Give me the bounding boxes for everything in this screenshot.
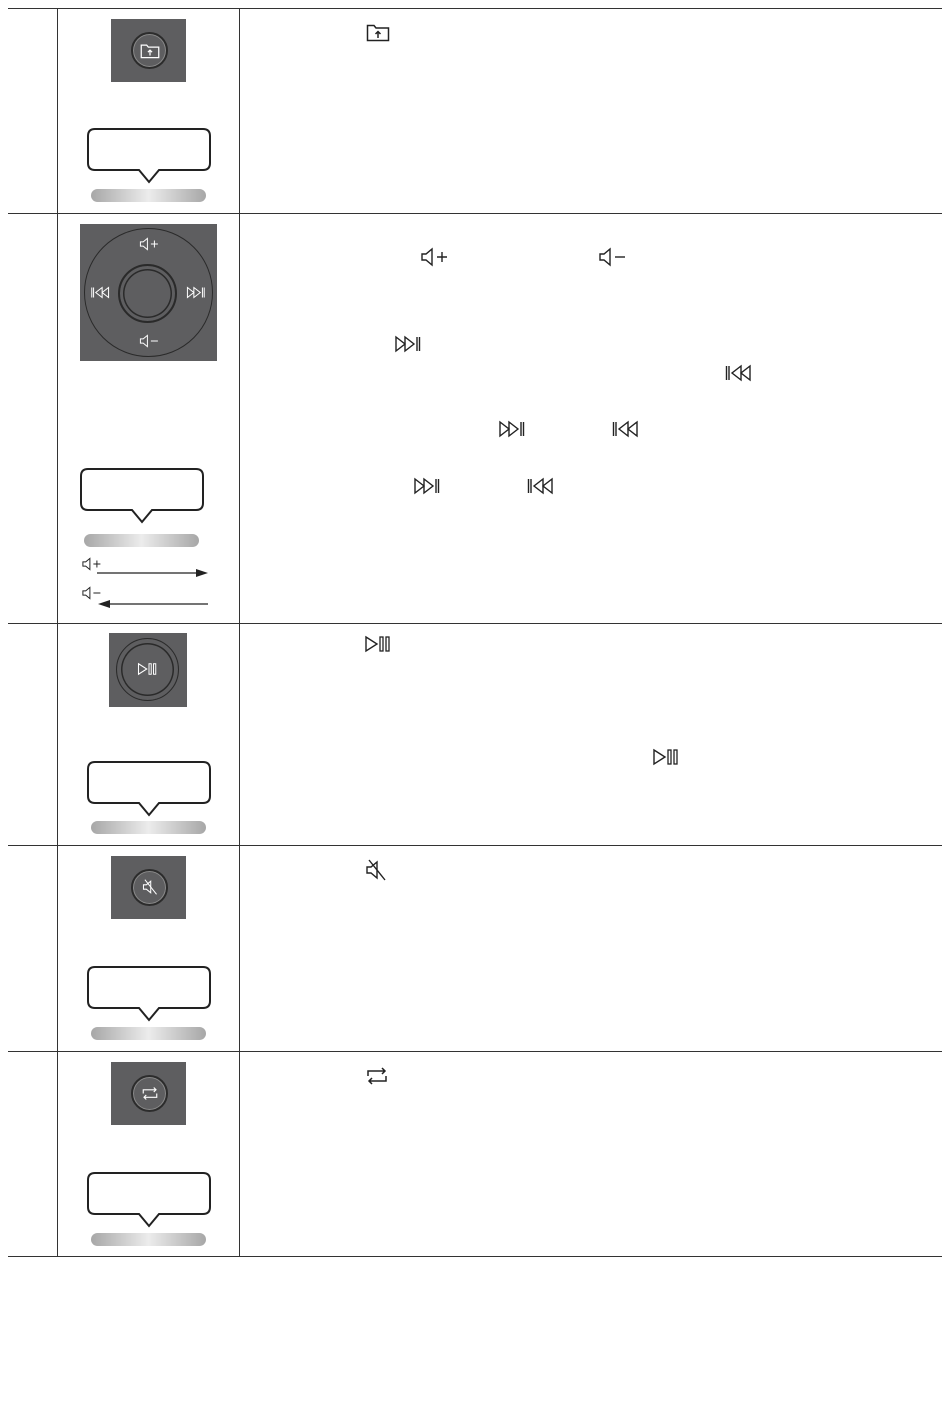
- play-pause-icon: [652, 748, 680, 766]
- button-cell: [58, 624, 240, 845]
- display-bubble: [87, 128, 211, 184]
- display-bar: [84, 534, 199, 547]
- previous-icon: [724, 364, 752, 382]
- repeat-icon: [141, 1085, 159, 1102]
- mute-icon: [142, 879, 158, 895]
- table-row: [8, 623, 942, 845]
- button-cell: [58, 1052, 240, 1256]
- index-cell: [8, 214, 58, 623]
- display-bar: [91, 821, 206, 834]
- display-bubble: [87, 1172, 211, 1228]
- previous-icon[interactable]: [90, 286, 110, 299]
- button-cell: [58, 846, 240, 1051]
- button-cell: [58, 9, 240, 213]
- remote-button-table: [8, 8, 942, 1257]
- button-panel: [109, 633, 187, 707]
- table-row: [8, 213, 942, 623]
- previous-icon: [611, 420, 639, 438]
- table-row: [8, 1051, 942, 1257]
- display-bubble: [87, 761, 211, 817]
- table-row: [8, 8, 942, 213]
- index-cell: [8, 9, 58, 213]
- button-panel: [80, 224, 217, 361]
- button-cell: [58, 214, 240, 623]
- folder-up-icon: [140, 42, 160, 59]
- index-cell: [8, 846, 58, 1051]
- next-icon: [413, 477, 441, 495]
- play-pause-button[interactable]: [116, 638, 179, 701]
- display-bar: [91, 189, 206, 202]
- play-pause-icon: [364, 635, 392, 653]
- button-panel: [111, 1062, 186, 1125]
- display-bar: [91, 1233, 206, 1246]
- volume-down-icon: [81, 586, 103, 600]
- repeat-icon: [365, 1065, 389, 1087]
- previous-icon: [526, 477, 554, 495]
- play-pause-icon: [137, 662, 158, 676]
- volume-up-icon: [420, 247, 450, 267]
- description-cell: [240, 9, 942, 213]
- folder-button[interactable]: [131, 32, 168, 69]
- display-bubble: [80, 463, 204, 529]
- mute-icon: [365, 859, 387, 881]
- index-cell: [8, 624, 58, 845]
- button-panel: [111, 856, 186, 919]
- description-cell: [240, 214, 942, 623]
- display-bar: [91, 1027, 206, 1040]
- description-cell: [240, 1052, 942, 1256]
- mute-button[interactable]: [131, 869, 168, 906]
- right-arrow: [96, 568, 211, 578]
- table-row: [8, 845, 942, 1051]
- display-bubble: [87, 966, 211, 1022]
- description-cell: [240, 624, 942, 845]
- button-panel: [111, 19, 186, 82]
- next-icon: [498, 420, 526, 438]
- description-cell: [240, 846, 942, 1051]
- repeat-button[interactable]: [131, 1075, 168, 1112]
- next-icon: [394, 335, 422, 353]
- ok-button[interactable]: [118, 264, 177, 323]
- left-arrow: [96, 599, 211, 609]
- volume-down-icon: [598, 247, 628, 267]
- volume-up-icon[interactable]: [139, 237, 160, 251]
- folder-up-icon: [366, 22, 390, 42]
- index-cell: [8, 1052, 58, 1256]
- next-icon[interactable]: [186, 286, 206, 299]
- volume-down-icon[interactable]: [139, 334, 160, 348]
